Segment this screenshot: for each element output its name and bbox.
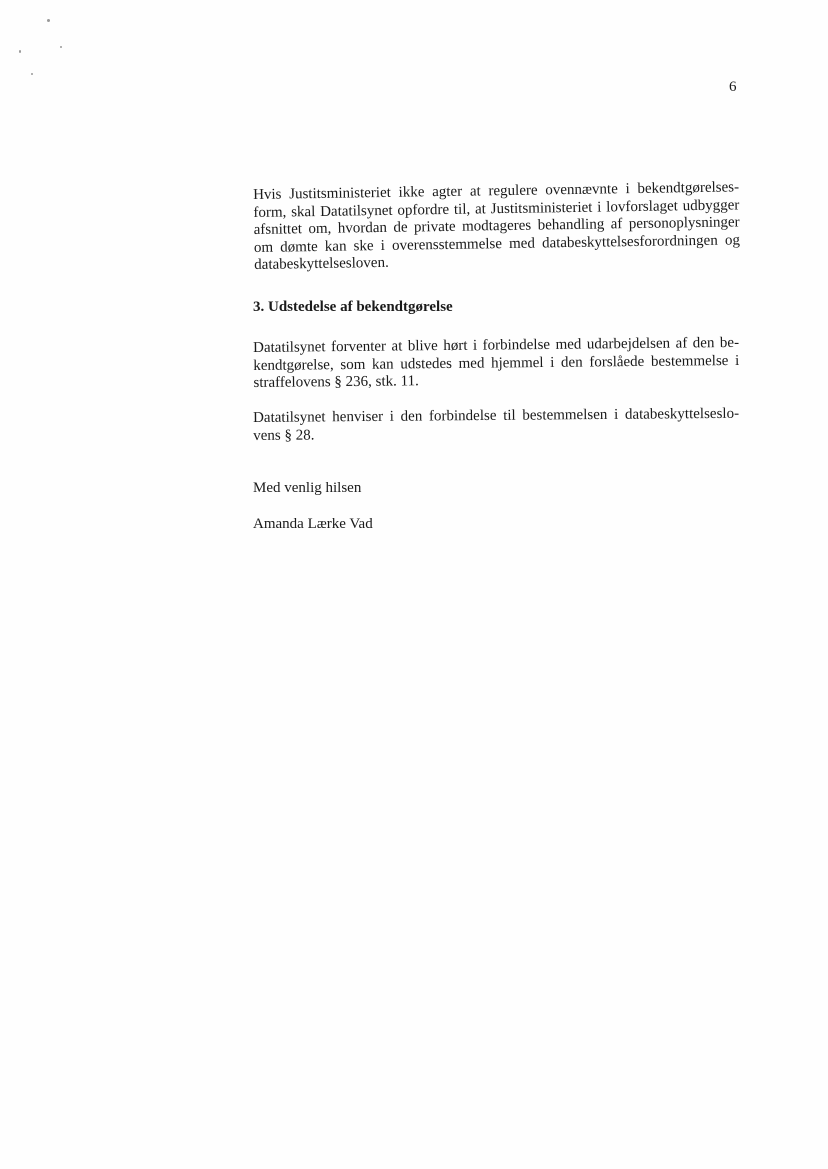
scan-speck <box>47 19 50 22</box>
paragraph-reference: Datatilsynet henviser i den forbindelse til bestemmelsen i databeskyttelseslo-vens § 28. <box>253 405 740 444</box>
scan-speck <box>60 46 62 48</box>
section-heading: 3. Udstedelse af bekendtgørelse <box>253 299 453 315</box>
scan-speck <box>31 73 33 75</box>
signer-name: Amanda Lærke Vad <box>253 516 373 532</box>
page-number: 6 <box>729 79 737 95</box>
paragraph-hearing: Datatilsynet forventer at blive hørt i forbindelse med udarbejdelsen af den be-kendtgørelse, som kan udstedes med hjemmel i den forslåede bestemmelse i straffelovens § 236, stk. 11. <box>253 334 740 392</box>
scan-speck <box>19 50 21 53</box>
closing-greeting: Med venlig hilsen <box>253 480 362 496</box>
paragraph-regulation: Hvis Justitsministeriet ikke agter at regulere ovennævnte i bekendtgørelses-form, skal Datatilsynet opfordre til, at Justitsministeriet i lovforslaget udbygger afsnittet om, hvordan de private modtageres behandling af personoplysninger om dømte kan ske i overensstemmelse med databeskyttelsesforordningen og databeskyttelsesloven. <box>253 179 741 274</box>
